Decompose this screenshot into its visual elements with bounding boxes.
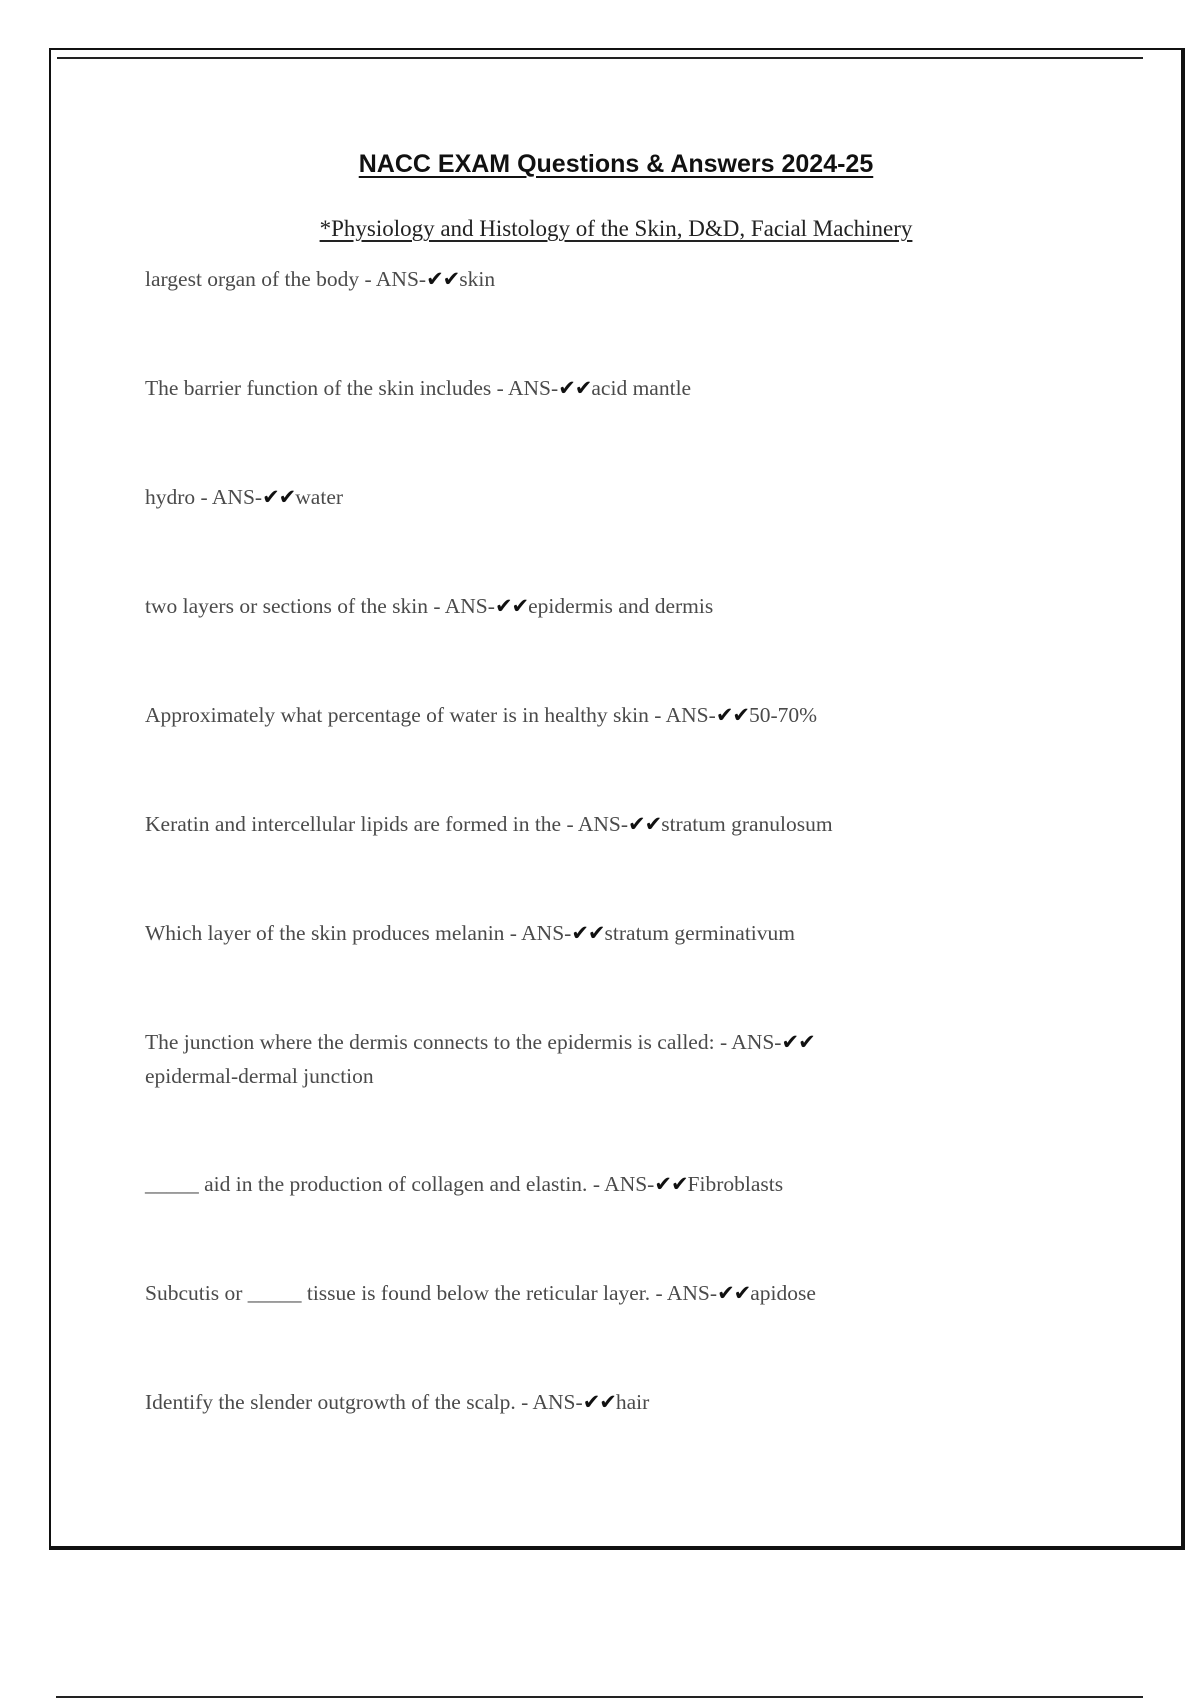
answer-text: apidose <box>750 1281 816 1305</box>
qa-item <box>145 1276 1105 1310</box>
double-check-icon: ✔✔ <box>582 1390 616 1414</box>
answer-text: stratum germinativum <box>604 921 796 945</box>
double-check-icon: ✔✔ <box>654 1172 688 1196</box>
double-check-icon: ✔✔ <box>262 485 296 509</box>
ans-marker: - ANS- <box>654 703 716 727</box>
question-text: hydro <box>145 485 196 509</box>
document-title: NACC EXAM Questions & Answers 2024-25 <box>358 150 874 178</box>
question-text: Identify the slender outgrowth of the scalp. <box>145 1390 516 1414</box>
ans-marker: - ANS- <box>364 267 427 291</box>
qa-item <box>145 1385 1105 1419</box>
document-subtitle: *Physiology and Histology of the Skin, D&D, Facial Machinery <box>319 216 913 241</box>
double-check-icon: ✔✔ <box>558 376 592 400</box>
answer-text: epidermis and dermis <box>528 594 714 618</box>
ans-marker: - ANS- <box>433 594 495 618</box>
answer-text: water <box>295 485 344 509</box>
answer-text: hair <box>615 1390 650 1414</box>
question-text: two layers or sections of the skin <box>145 594 429 618</box>
double-check-icon: ✔✔ <box>494 594 529 618</box>
question-text: The barrier function of the skin includes <box>145 376 492 400</box>
question-text: largest organ of the body <box>145 267 360 291</box>
double-check-icon: ✔✔ <box>715 703 750 727</box>
ans-marker: - ANS- <box>509 921 572 945</box>
question-text: Keratin and intercellular lipids are formed in the <box>145 812 562 836</box>
ans-marker: - ANS- <box>719 1030 782 1054</box>
bottom-rule <box>56 1696 1143 1698</box>
qa-item <box>145 371 1105 405</box>
top-rule <box>57 57 1143 59</box>
answer-text: Fibroblasts <box>687 1172 784 1196</box>
answer-text: skin <box>459 267 496 291</box>
qa-item <box>145 1167 1105 1201</box>
question-text: Which layer of the skin produces melanin <box>145 921 505 945</box>
qa-item <box>145 1025 1025 1093</box>
ans-marker: - ANS- <box>655 1281 718 1305</box>
ans-marker: - ANS- <box>200 485 263 509</box>
question-text: Subcutis or _____ tissue is found below the reticular layer. <box>145 1281 651 1305</box>
double-check-icon: ✔✔ <box>571 921 605 945</box>
qa-item <box>145 807 1105 841</box>
answer-text: acid mantle <box>591 376 692 400</box>
ans-marker: - ANS- <box>521 1390 583 1414</box>
answer-text: 50-70% <box>749 703 818 727</box>
qa-item <box>145 480 1105 514</box>
question-text: _____ aid in the production of collagen and elastin. <box>145 1172 588 1196</box>
qa-item <box>145 698 1105 732</box>
qa-item <box>145 916 1105 950</box>
answer-text: epidermal-dermal junction <box>145 1064 374 1088</box>
qa-item <box>145 262 1105 296</box>
answer-text: stratum granulosum <box>661 812 833 836</box>
page-frame <box>49 48 1185 1550</box>
double-check-icon: ✔✔ <box>628 812 662 836</box>
double-check-icon: ✔✔ <box>781 1030 815 1054</box>
question-text: The junction where the dermis connects to the epidermis is called: <box>145 1030 715 1054</box>
ans-marker: - ANS- <box>496 376 559 400</box>
ans-marker: - ANS- <box>592 1172 655 1196</box>
double-check-icon: ✔✔ <box>426 267 460 291</box>
qa-item <box>145 589 1105 623</box>
question-text: Approximately what percentage of water is in healthy skin <box>145 703 649 727</box>
double-check-icon: ✔✔ <box>717 1281 751 1305</box>
ans-marker: - ANS- <box>566 812 629 836</box>
